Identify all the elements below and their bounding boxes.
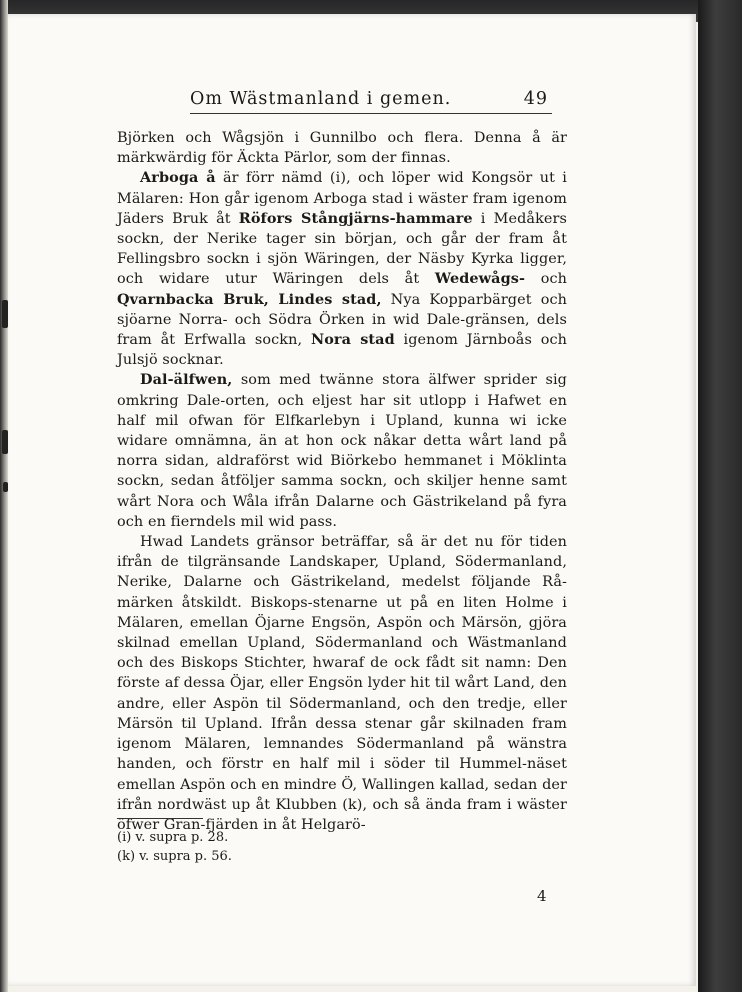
page-number: 49 — [523, 89, 548, 109]
text-run: som med twänne stora älfwer sprider sig omkring Dale-orten, och eljest har sit utlopp i Hafwet en half mil ofwan för Elfkarlebyn i Upland, kunna wi icke widare omnämna, än at hon ock nåkar detta wårt land på norra sidan, aldraförst wid Biörkebo hemmanet i Möklinta sockn, sedan åtföljer samma sockn, och skiljer henne samt wårt Nora och Wåla ifrån Dalarne och Gästrikeland på fyra och en fierndels mil wid pass. — [117, 372, 567, 530]
margin-mark — [2, 430, 8, 454]
text-run: och — [525, 271, 567, 288]
footnote: (k) v. supra p. 56. — [117, 849, 232, 864]
scan-left-edge — [0, 0, 8, 992]
footnote-rule — [117, 818, 203, 819]
bold-term: Arboga å — [140, 169, 216, 187]
book-spine — [698, 0, 742, 992]
paragraph — [117, 370, 567, 532]
paragraph — [117, 128, 567, 168]
text-run: i Medåkers sockn, der Nerike tager sin början, och går der fram åt Fellingsbro sockn i sjön Wäringen, der Näsby Kyrka ligger, och widare utur Wäringen dels åt — [117, 210, 567, 288]
footnote: (i) v. supra p. 28. — [117, 830, 229, 845]
body-text — [117, 128, 567, 835]
paragraph — [117, 168, 567, 370]
running-title: Om Wästmanland i gemen. — [190, 89, 452, 109]
bold-term: Qvarnbacka Bruk, Lindes stad, — [117, 290, 382, 308]
text-run: Nya Kopparbärget och sjöarne Norra- och Södra Örken in wid Dale-gränsen, dels fram åt Erfwalla sockn, — [117, 291, 567, 349]
signature-mark: 4 — [537, 887, 547, 905]
bold-term: Röfors Stångjärns-hammare — [238, 209, 473, 227]
text-run: igenom Järnboås och Julsjö socknar. — [117, 332, 567, 369]
footnotes — [117, 828, 232, 866]
text-run: Björken och Wågsjön i Gunnilbo och flera. Denna å är märkwärdig för Äckta Pärlor, som der finnas. — [117, 130, 567, 167]
margin-mark — [2, 300, 8, 328]
running-header — [190, 83, 552, 114]
margin-mark — [3, 482, 8, 492]
bold-term: Nora stad — [310, 331, 395, 349]
paragraph — [117, 532, 567, 835]
bold-term: Wedewågs- — [434, 270, 526, 288]
text-run: är förr nämd (i), och löper wid Kongsör ut i Mälaren: Hon går igenom Arboga stad i wäster fram igenom Jäders Bruk åt — [117, 170, 567, 227]
text-run: Hwad Landets gränsor beträffar, så är det nu för tiden ifrån de tilgränsande Landskaper, Upland, Södermanland, Nerike, Dalarne och Gästrikeland, medelst följande Rå-märken åtskildt. Biskops-stenarne ut på en liten Holme i Mälaren, emellan Öjarne Engsön, Aspön och Märsön, gjöra skilnad emellan Upland, Södermanland och Wästmanland och des Biskops Stichter, hwaraf de ock fådt sit namn: Den förste af dessa Öjar, eller Engsön lyder hit til wårt Land, den andre, eller Aspön til Södermanland, och den tredje, eller Märsön til Upland. Ifrån dessa stenar går skilnaden fram igenom Mälaren, lemnandes Södermanland på wänstra handen, och förstr en half mil i söder til Hummel-näset emellan Aspön och en mindre Ö, Wallingen kallad, sedan der ifrån nordwäst up åt Klubben (k), och så ända fram i wäster öfwer Gran-fjärden in åt Helgarö- — [117, 534, 568, 833]
bold-term: Dal-älfwen, — [140, 371, 233, 389]
